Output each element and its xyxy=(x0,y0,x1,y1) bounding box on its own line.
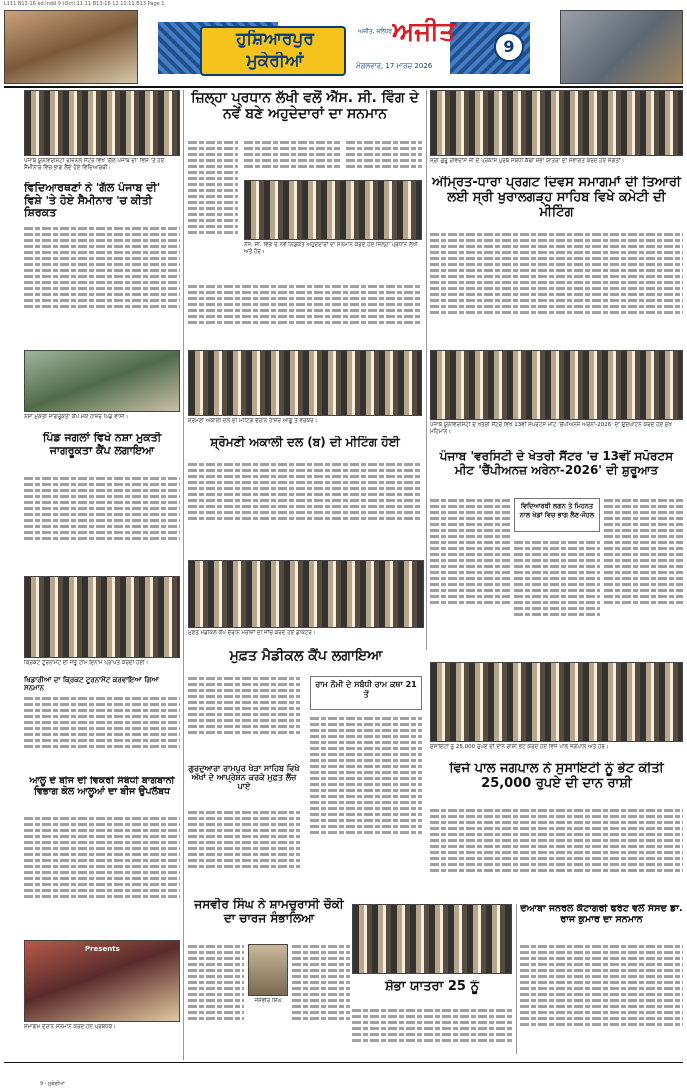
headline-raj-kumar: ਦੋਆਬਾ ਜਨਰਲ ਕੈਟਾਗਰੀ ਫਰੰਟ ਵਲੋਂ ਸੰਸਦ ਡਾ. ਰਾਜ ਕੁਮਾਰ ਦਾ ਸਨਮਾਨ xyxy=(520,904,683,925)
caption-medical-camp: ਮੁਫ਼ਤ ਮੈਡੀਕਲ ਕੈਂਪ ਦੌਰਾਨ ਮਰੀਜ਼ਾਂ ਦੀ ਜਾਂਚ ਕਰਦੇ ਹੋਏ ਡਾਕਟਰ। xyxy=(188,630,316,636)
body-seminar xyxy=(24,224,180,344)
column-rule-1 xyxy=(183,90,184,1060)
paper-name: ਅਜੀਤ xyxy=(392,18,456,47)
masthead-right-photo xyxy=(560,10,683,84)
headline-drug-camp: ਪਿੰਡ ਜਗਲਾਂ ਵਿਖੇ ਨਸ਼ਾ ਮੁਕਤੀ ਜਾਗਰੂਕਤਾ ਕੈਂਪ ਲਗਾਇਆ xyxy=(42,432,162,457)
body-chowki-charge-b xyxy=(292,942,350,1054)
photo-medical-camp xyxy=(188,560,424,628)
bottom-strip: 9 · ਮੁਕੇਰੀਆਂ xyxy=(40,1081,65,1087)
photo-shobha-yatra-25 xyxy=(352,904,512,974)
masthead-banner xyxy=(140,10,558,84)
column-rule-2 xyxy=(426,90,427,650)
photo-presents xyxy=(24,940,180,1022)
body-drug-camp xyxy=(24,474,180,570)
photo-shobha-yatra xyxy=(430,90,683,156)
body-sc-wing-b xyxy=(244,138,340,178)
issue-date: ਮੰਗਲਵਾਰ, 17 ਮਾਰਚ 2026 xyxy=(356,62,433,70)
headline-seminar: ਵਿਦਿਆਰਥਣਾਂ ਨੇ 'ਗੱਲ ਪੰਜਾਬ ਦੀ' ਵਿਸ਼ੇ 'ਤੇ ਹੋਏ ਸੈਮੀਨਾਰ 'ਚ ਕੀਤੀ ਸ਼ਿਰਕਤ xyxy=(24,182,161,220)
headline-shobha-yatra-25: ਸ਼ੋਭਾ ਯਾਤਰਾ 25 ਨੂੰ xyxy=(385,980,479,994)
credit-jasvir-singh: ਜਸਵੀਰ ਸਿੰਘ xyxy=(254,998,282,1004)
page-number: 9 xyxy=(494,32,524,62)
photo-donation xyxy=(430,662,683,742)
body-amrit-dhara xyxy=(430,230,683,342)
paper-prefix: ਅਜੀਤ, ਜਲੰਧਰ xyxy=(357,28,392,35)
photo-cricket xyxy=(24,576,180,658)
masthead-left-photo xyxy=(4,10,138,84)
body-sc-wing-d xyxy=(188,282,422,344)
headline-cricket: ਖਿਡਾਰੀਆਂ ਦਾ ਕ੍ਰਿਕਟ ਟੂਰਨਾਮੈਂਟ ਕਰਵਾਇਆ ਗਿਆ ਸਨਮਾਨ xyxy=(24,676,160,692)
headline-eye-camp: ਗੁਰਦੁਆਰਾ ਰਾਮਪੁਰ ਖੇੜਾ ਸਾਹਿਬ ਵਿਖੇ ਅੱਖਾਂ ਦੇ ਆਪ੍ਰੇਸ਼ਨ ਕਰਕੇ ਮੁਫ਼ਤ ਲੈਂਜ਼ ਪਾਏ xyxy=(188,764,300,792)
headline-sc-wing: ਜ਼ਿਲ੍ਹਾ ਪ੍ਰਧਾਨ ਲੱਖੀ ਵਲੋਂ ਐੱਸ. ਸੀ. ਵਿੰਗ ਦੇ ਨਵੇਂ ਬਣੇ ਅਹੁਦੇਦਾਰਾਂ ਦਾ ਸਨਮਾਨ xyxy=(191,90,419,123)
photo-jasvir-singh xyxy=(248,944,288,996)
body-chowki-charge-a xyxy=(188,942,244,1054)
photo-sc-wing xyxy=(244,180,422,240)
city-sub-name: ਮੁਕੇਰੀਆਂ xyxy=(246,52,304,71)
caption-shobha-yatra: ਸ੍ਰੀ ਗੁਰੂ ਰਵਿਦਾਸ ਜੀ ਦੇ ਪ੍ਰਕਾਸ਼ ਪੁਰਬ ਸਬੰਧੀ ਕੱਢੀ ਸ਼ੋਭਾ ਯਾਤਰਾ ਦਾ ਸਵਾਗਤ ਕਰਦੇ ਹੋਏ ਸੰਗਤਾਂ। xyxy=(430,158,625,164)
headline-donation: ਵਿਜੇ ਪਾਲ ਜਗਪਾਲ ਨੇ ਸੁਸਾਇਟੀ ਨੂੰ ਭੇਟ ਕੀਤੀ 25,000 ਰੁਪਏ ਦੀ ਦਾਨ ਰਾਸ਼ੀ xyxy=(449,762,664,791)
caption-sports-meet: ਪੰਜਾਬ ਯੂਨੀਵਰਸਿਟੀ ਦੇ ਖੇਤਰੀ ਸੈਂਟਰ ਵਿਖੇ 13ਵੀਂ ਸਪੋਰਟਸ ਮੀਟ 'ਚੈਂਪੀਅਨਜ਼ ਅਰੇਨਾ-2026' ਦਾ ਉਦਘਾਟਨ ਕਰਦੇ ਹੋਏ ਮੁੱਖ ਮਹਿਮਾਨ। xyxy=(430,422,672,435)
body-raj-kumar xyxy=(520,942,683,1054)
box-sports-quote: ਵਿਦਿਆਰਥੀ ਲਗਨ ਤੇ ਮਿਹਨਤ ਨਾਲ ਖੇਡਾਂ ਵਿਚ ਭਾਗ ਲੈਣ-ਜੋਹਲ xyxy=(514,498,600,532)
body-sports-meet-c xyxy=(604,496,683,656)
body-sc-wing-a xyxy=(188,138,238,278)
body-potato-seed xyxy=(24,814,180,936)
headline-medical-camp: ਮੁਫ਼ਤ ਮੈਡੀਕਲ ਕੈਂਪ ਲਗਾਇਆ xyxy=(229,648,383,664)
headline-akali-dal: ਸ਼੍ਰੋਮਣੀ ਅਕਾਲੀ ਦਲ (ਬ) ਦੀ ਮੀਟਿੰਗ ਹੋਈ xyxy=(210,436,400,449)
city-nameplate xyxy=(200,26,346,76)
footer-rule xyxy=(4,1062,683,1063)
body-shobha-yatra-25 xyxy=(352,1006,512,1054)
caption-akali-dal: ਸ਼੍ਰੋਮਣੀ ਅਕਾਲੀ ਦਲ ਦੀ ਮੀਟਿੰਗ ਦੌਰਾਨ ਹਾਜ਼ਰ ਆਗੂ ਤੇ ਵਰਕਰ। xyxy=(188,418,318,424)
headline-sports-meet: ਪੰਜਾਬ 'ਵਰਸਿਟੀ ਦੇ ਖੇਤਰੀ ਸੈਂਟਰ 'ਚ 13ਵੀਂ ਸਪੋਰਟਸ ਮੀਟ 'ਚੈਂਪੀਅਨਜ਼ ਅਰੇਨਾ-2026' ਦੀ ਸ਼ੁਰੂਆਤ xyxy=(439,450,674,477)
body-eye-camp xyxy=(188,808,300,894)
body-cricket xyxy=(24,694,180,770)
caption-cricket: ਕ੍ਰਿਕਟ ਟੂਰਨਾਮੈਂਟ ਦੀ ਜੇਤੂ ਟੀਮ ਇਨਾਮ ਪ੍ਰਾਪਤ ਕਰਦੀ ਹੋਈ। xyxy=(24,660,149,666)
caption-presents: ਸਮਾਗਮ ਦੌਰਾਨ ਸਨਮਾਨ ਕਰਦੇ ਹੋਏ ਪ੍ਰਬੰਧਕ। xyxy=(24,1024,116,1030)
caption-donation: ਸੁਸਾਇਟੀ ਨੂੰ 25,000 ਰੁਪਏ ਦੀ ਦਾਨ ਰਾਸ਼ੀ ਭੇਟ ਕਰਦੇ ਹੋਏ ਵਿਜੇ ਪਾਲ ਜਗਪਾਲ ਅਤੇ ਹੋਰ। xyxy=(430,744,609,750)
caption-seminar: ਪੰਜਾਬ ਯੂਨੀਵਰਸਿਟੀ ਰੀਜ਼ਨਲ ਸੈਂਟਰ ਵਿਖੇ 'ਗੱਲ ਪੰਜਾਬ ਦੀ' ਵਿਸ਼ੇ 'ਤੇ ਹੋਏ ਸੈਮੀਨਾਰ ਵਿਚ ਭਾਗ ਲੈਂਦੇ ਹੋਏ ਵਿਦਿਆਰਥੀ। xyxy=(24,158,165,171)
body-akali-dal xyxy=(188,460,422,554)
headline-potato-seed: ਆਲੂ ਦੇ ਬੀਜ ਦੀ ਵਿਕਰੀ ਸੰਬੰਧੀ ਬਾਗਬਾਨੀ ਵਿਭਾਗ ਕੋਲ ਆਲੂਆਂ ਦਾ ਬੀਜ ਉਪਲੱਬਧ xyxy=(29,776,175,797)
body-donation xyxy=(430,806,683,898)
photo-seminar xyxy=(24,90,180,156)
caption-drug-camp: ਨਸ਼ਾ ਮੁਕਤੀ ਜਾਗਰੂਕਤਾ ਕੈਂਪ ਮੌਕੇ ਹਾਜ਼ਰ ਪਿੰਡ ਵਾਸੀ। xyxy=(24,414,129,420)
photo-akali-dal xyxy=(188,350,422,416)
caption-sc-wing: ਨੌਜ, ਸੀ. ਵਿੰਗ ਦੇ ਨਵੇਂ ਨਿਯੁਕਤ ਅਹੁਦੇਦਾਰਾਂ ਦਾ ਸਨਮਾਨ ਕਰਦੇ ਹੋਏ ਜ਼ਿਲ੍ਹਾ ਪ੍ਰਧਾਨ ਲੱਖੀ ਅਤੇ ਹੋਰ। xyxy=(244,242,418,255)
box-ram-katha: ਰਾਮ ਨੌਮੀ ਦੇ ਸਬੰਧੀ ਰਾਮ ਕਥਾ 21 ਤੋਂ xyxy=(310,676,422,710)
presents-banner: Presents xyxy=(85,945,120,953)
print-strip: L111 B13-16 ed.indd 9 (Oct) 11:11 B13-16 12 11:11 B13 Page 1 xyxy=(4,1,165,7)
headline-amrit-dhara: ਅੰਮ੍ਰਿਤ-ਧਾਰਾ ਪ੍ਰਗਟ ਦਿਵਸ ਸਮਾਗਮਾਂ ਦੀ ਤਿਆਰੀ ਲਈ ਸ੍ਰੀ ਖੁਰਾਲਗੜ੍ਹ ਸਾਹਿਬ ਵਿਖੇ ਕਮੇਟੀ ਦੀ ਮੀਟਿੰਗ xyxy=(432,176,681,220)
body-sc-wing-c xyxy=(346,138,422,178)
headline-chowki-charge: ਜਸਵੀਰ ਸਿੰਘ ਨੇ ਸ਼ਾਮਚੁਰਾਸੀ ਚੌਕੀ ਦਾ ਚਾਰਜ ਸੰਭਾਲਿਆ xyxy=(194,898,344,925)
photo-sports-meet xyxy=(430,350,683,420)
column-rule-3 xyxy=(516,904,517,1054)
photo-drug-camp xyxy=(24,350,180,412)
masthead-rule xyxy=(4,86,683,88)
body-medical-camp xyxy=(188,674,300,760)
body-sports-meet-b xyxy=(514,538,600,656)
body-sports-meet-a xyxy=(430,496,510,656)
body-ram-katha xyxy=(310,714,422,894)
city-name: ਹੁਸ਼ਿਆਰਪੁਰ xyxy=(236,30,314,49)
